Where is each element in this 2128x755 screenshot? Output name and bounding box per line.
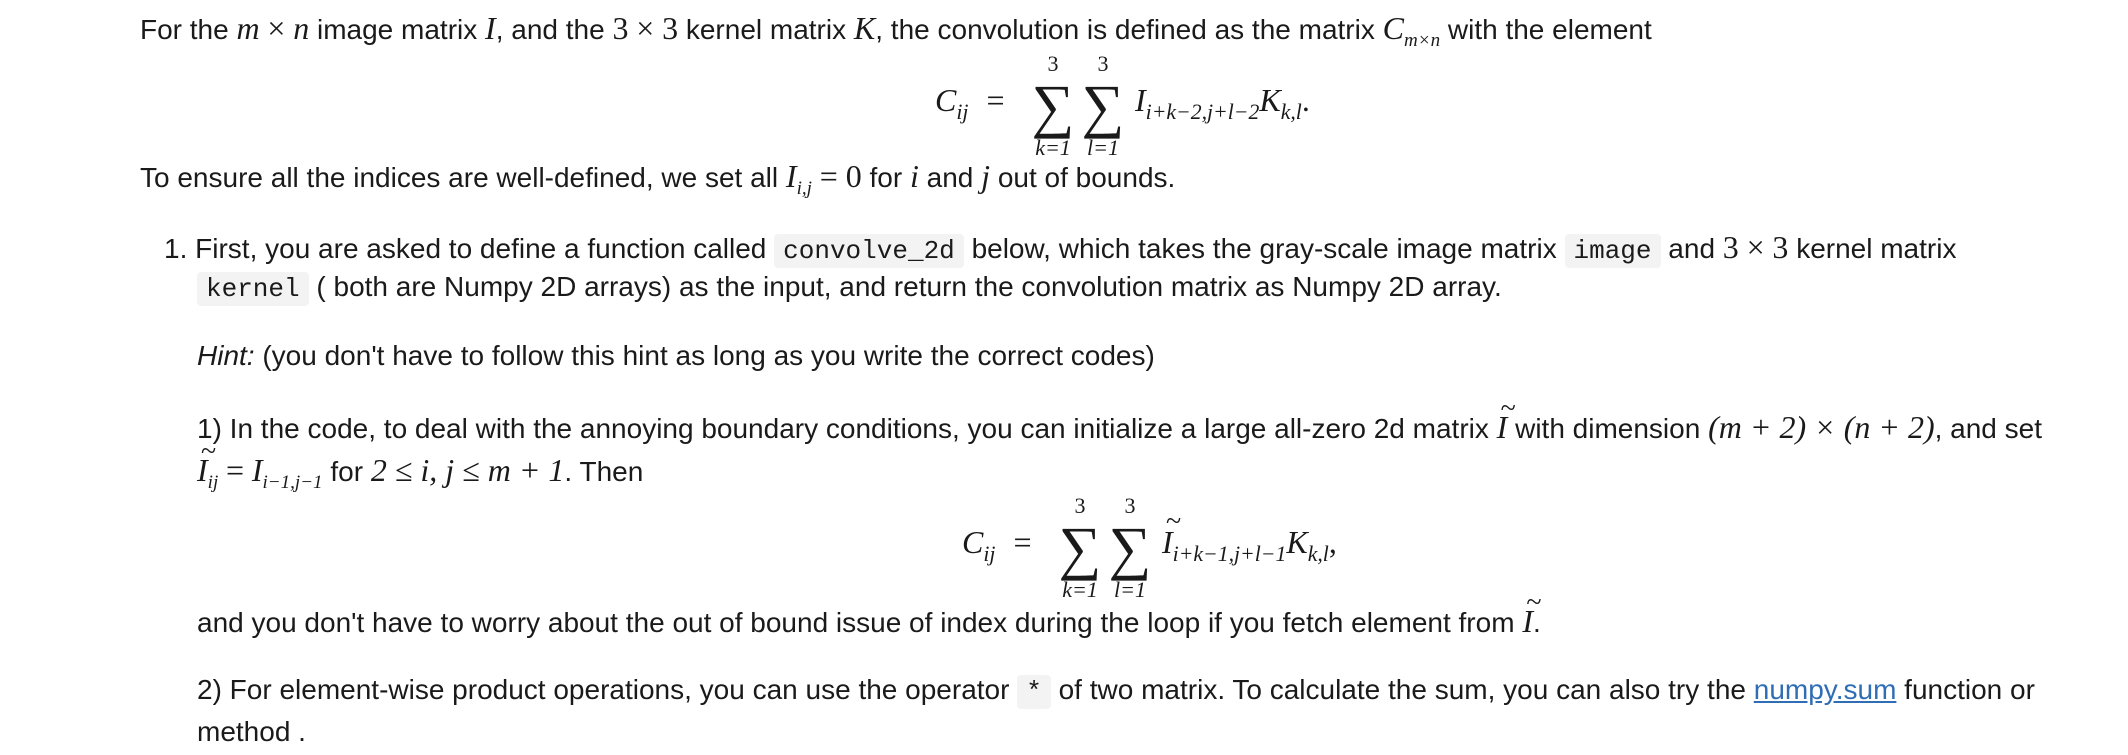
eq1-term-K: K xyxy=(1259,82,1281,118)
eq1-term-I-sub: i+k−2,j+l−2 xyxy=(1145,100,1260,125)
eq2-end: , xyxy=(1328,524,1337,560)
math-n: n xyxy=(293,10,310,46)
item1-text-3: and xyxy=(1668,233,1716,264)
ensure-text-4: out of bounds. xyxy=(997,162,1176,193)
eq1-equals: = xyxy=(986,82,1005,118)
hint1-range: 2 ≤ i, j ≤ m + 1 xyxy=(370,452,565,488)
hint-label: Hint: xyxy=(197,340,255,371)
equation-2 xyxy=(962,494,1442,604)
ensure-eq: = 0 xyxy=(819,158,862,194)
hint-line xyxy=(197,338,1155,374)
code-star-operator: * xyxy=(1017,675,1051,709)
math-I: I xyxy=(485,10,496,46)
eq2-upper-2: 3 xyxy=(1124,493,1136,518)
math-three-b: 3 xyxy=(662,10,679,46)
hint1-text-3: , and set xyxy=(1934,413,2042,444)
hint1-line-a xyxy=(197,409,2042,447)
eq2-lower-2: l=1 xyxy=(1114,577,1146,602)
hint2-text-2: of two matrix. To calculate the sum, you can also try the xyxy=(1058,674,1746,705)
intro-text-4: kernel matrix xyxy=(685,14,847,45)
hint2-text-3: function or xyxy=(1904,674,2035,705)
item1-times: × xyxy=(1746,229,1765,265)
eq2-lower-1: k=1 xyxy=(1062,577,1098,602)
item1-three-b: 3 xyxy=(1772,229,1789,265)
hint1-I-tilde-2-sub: ij xyxy=(207,472,219,494)
intro-text-2: image matrix xyxy=(316,14,478,45)
ensure-text-2: for xyxy=(869,162,903,193)
hint1-I-3-sub: i−1,j−1 xyxy=(262,472,323,494)
ensure-I: I xyxy=(785,158,797,194)
hint1-I-tilde: ~ I xyxy=(1497,409,1508,445)
eq1-sum-2 xyxy=(1073,52,1133,160)
hint1-text-4: for xyxy=(330,456,364,487)
hint-text: (you don't have to follow this hint as long as you write the correct codes) xyxy=(262,340,1155,371)
eq2-equals: = xyxy=(1013,524,1032,560)
eq1-end: . xyxy=(1301,82,1310,118)
after-eq2-I-tilde: ~ I xyxy=(1522,603,1533,639)
code-image: image xyxy=(1565,234,1661,268)
item1-line-a xyxy=(164,229,1956,269)
eq2-upper-1: 3 xyxy=(1074,493,1086,518)
eq2-lhs-sub: ij xyxy=(983,542,996,567)
intro-text-3: , and the xyxy=(495,14,605,45)
hint1-I-tilde-2: ~ I xyxy=(197,452,208,488)
ensure-text-3: and xyxy=(926,162,974,193)
eq2-sigma-1: ∑ xyxy=(1058,515,1102,581)
eq1-lower-2: l=1 xyxy=(1087,135,1119,160)
code-convolve-2d: convolve_2d xyxy=(774,234,964,268)
ensure-I-sub: i,j xyxy=(796,178,812,200)
item1-three-a: 3 xyxy=(1722,229,1739,265)
after-eq2-text: and you don't have to worry about the out of bound issue of index during the loop if you fetch element from xyxy=(197,607,1515,638)
item1-text-1: First, you are asked to define a function called xyxy=(195,233,767,264)
math-C: C xyxy=(1382,10,1404,46)
intro-text-5: , the convolution is defined as the matrix xyxy=(875,14,1375,45)
item1-text-5: ( both are Numpy 2D arrays) as the input, and return the convolution matrix as Numpy 2D array. xyxy=(316,271,1502,302)
ensure-j: j xyxy=(981,158,991,194)
equation-1 xyxy=(935,52,1415,162)
intro-text-6: with the element xyxy=(1447,14,1652,45)
list-number: 1. xyxy=(164,233,188,264)
hint2-text-4: method . xyxy=(197,716,306,747)
after-eq2-line xyxy=(197,603,1541,641)
hint1-dimension: (m + 2) × (n + 2) xyxy=(1708,409,1935,445)
item1-text-2: below, which takes the gray-scale image matrix xyxy=(971,233,1557,264)
hint1-text-2: with dimension xyxy=(1515,413,1701,444)
code-kernel: kernel xyxy=(197,272,309,306)
eq1-upper-1: 3 xyxy=(1047,51,1059,76)
numpy-sum-link[interactable]: numpy.sum xyxy=(1753,674,1897,705)
eq2-term-I-sub: i+k−1,j+l−1 xyxy=(1172,542,1287,567)
hint1-text-1: 1) In the code, to deal with the annoying boundary conditions, you can initialize a large all-zero 2d matrix xyxy=(197,413,1489,444)
eq2-sum-2 xyxy=(1100,494,1160,602)
intro-text-1: For the xyxy=(140,14,229,45)
eq2-term-I-tilde: ~ I xyxy=(1162,524,1173,561)
hint1-line-b xyxy=(197,452,643,494)
eq1-term-I: I xyxy=(1135,82,1146,118)
math-three: 3 xyxy=(612,10,629,46)
ensure-text-1: To ensure all the indices are well-defined, we set all xyxy=(140,162,779,193)
eq1-lhs-sub: ij xyxy=(956,100,969,125)
hint1-eq: = xyxy=(226,452,245,488)
hint2-line-a xyxy=(197,672,2035,710)
math-m: m xyxy=(236,10,260,46)
math-times: × xyxy=(267,10,286,46)
ensure-line xyxy=(140,158,1175,200)
eq2-term-K: K xyxy=(1286,524,1308,560)
item1-line-b xyxy=(197,269,1502,307)
eq1-lhs: C xyxy=(935,82,957,118)
hint2-line-b xyxy=(197,714,306,750)
eq1-term-K-sub: k,l xyxy=(1280,100,1302,125)
eq2-sigma-2: ∑ xyxy=(1108,515,1152,581)
ensure-i: i xyxy=(909,158,919,194)
hint2-text-1: 2) For element-wise product operations, you can use the operator xyxy=(197,674,1010,705)
hint1-I-3: I xyxy=(251,452,263,488)
eq1-upper-2: 3 xyxy=(1097,51,1109,76)
math-C-sub: m×n xyxy=(1403,30,1441,52)
eq1-lower-1: k=1 xyxy=(1035,135,1071,160)
math-K: K xyxy=(853,10,876,46)
eq2-term-K-sub: k,l xyxy=(1307,542,1329,567)
eq1-sigma-2: ∑ xyxy=(1081,73,1125,139)
intro-line: For the m × n image matrix I, and the 3 × 3 kernel matrix K, the convolution is defined as the matrix $C_{m\times n}$ with the element xyxy=(140,10,1652,52)
eq2-lhs: C xyxy=(962,524,984,560)
item1-text-4: kernel matrix xyxy=(1796,233,1957,264)
after-eq2-end: . xyxy=(1532,607,1541,638)
hint1-text-5: . Then xyxy=(564,456,644,487)
eq1-sigma-1: ∑ xyxy=(1031,73,1075,139)
